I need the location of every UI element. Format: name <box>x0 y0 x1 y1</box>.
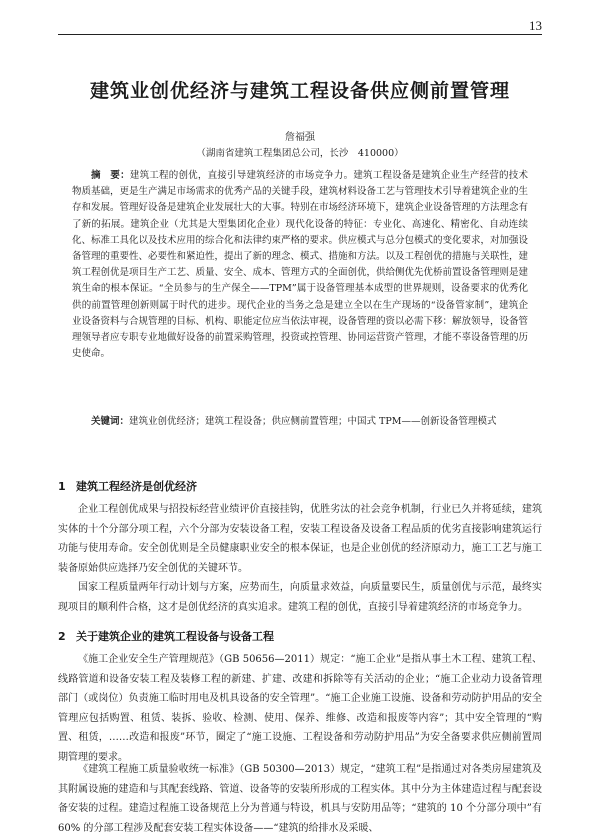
paragraph: 企业工程创优成果与招投标经营业绩评价直接挂钩，优胜劣汰的社会竞争机制，行业已久并将延续，建筑实体的十个分部分项工程，六个分部为安装设备工程，安装工程设备及设备工程品质的优劣直接影响建筑运行功能与使用寿命。安全创优则是全员健康职业安全的根本保证，也是企业创优的经济原动力，施工工艺与施工装备原始供应选择乃安全创优的关键环节。 <box>58 504 542 574</box>
abstract <box>72 168 528 362</box>
paper-title: 建筑业创优经济与建筑工程设备供应侧前置管理 <box>89 80 510 102</box>
author-name: 詹福强 <box>285 132 315 143</box>
keywords <box>72 414 528 430</box>
paragraph: 国家工程质量两年行动计划与方案，应势而生，向质量求效益，向质量要民生，质量创优与示范，最终实现项目的顺利件合格，这才是创优经济的真实追求。建筑工程的创优，直接引导着建筑经济的市场竞争力。 <box>58 582 542 613</box>
paragraph: 《建筑工程施工质量验收统一标准》（GB 50300—2013）规定，“建筑工程”是指通过对各类房屋建筑及其附属设施的建造和与其配套线路、管道、设备等的安装所形成的工程实体。其中分为主体建造过程与配套设备安装的过程。建造过程施工设备规范上分为普通与特设，机具与安防用品等；“建筑的 10 个分部分项中”有 60% 的分部工程涉及配套安装工程实体设备——“建筑的给排水及采暖、 <box>58 764 542 834</box>
page-number: 13 <box>529 18 542 33</box>
author-affiliation: （湖南省建筑工程集团总公司，长沙 410000） <box>196 148 404 159</box>
section-heading <box>58 628 274 644</box>
paragraph: 《施工企业安全生产管理规范》（GB 50656—2011）规定：“施工企业”是指从事土木工程、建筑工程、线路管道和设备安装工程及装修工程的新建、扩建、改建和拆除等有关活动的企业；“施工企业动力设备管理部门（或岗位）负责施工临时用电及机具设备的安全管理”。“施工企业施工设施、设备和劳动防护用品的安全管理应包括购置、租赁、装拆、验收、检测、使用、保养、维修、改造和报废等内容”；其中安全管理的“购置、租赁，……改造和报废”环节，圈定了“施工设施、工程设备和劳动防护用品”为安全备要求供应侧前置周期管理的要求。 <box>58 654 542 763</box>
section-title: 关于建筑企业的建筑工程设备与设备工程 <box>76 630 274 643</box>
section-number: 1 <box>58 480 66 493</box>
keywords-label: 关键词： <box>91 416 130 427</box>
section-number: 2 <box>58 630 66 643</box>
keywords-text: 建筑业创优经济；建筑工程设备；供应侧前置管理；中国式 TPM——创新设备管理模式 <box>129 416 497 427</box>
abstract-text: 建筑工程的创优，直接引导建筑经济的市场竞争力。建筑工程设备是建筑企业生产经营的技术物质基础，更是生产满足市场需求的优秀产品的关键手段，建筑材料设备工艺与管理技术引导着建筑企业的生存和发展。管理好设备是建筑企业发展壮大的大事。特别在市场经济环境下，建筑企业设备管理的方法理念有了新的拓展。建筑企业（尤其是大型集团化企业）现代化设备的特征：专业化、高速化、精密化、自动连续化、标准工具化以及技术应用的综合化和法律约束严格的要求。供应模式与总分包模式的变化要求，对加强设备管理的重要性、必要性和紧迫性，提出了新的理念、模式、措施和方法。以及工程创优的措施与关联性，建筑工程创优是项目生产工艺、质量、安全、成本、管理方式的全面创优，供给侧优先优桥前置设备管理则是建筑生命的根本保证。“全员参与的生产保全——TPM”属于设备管理基本成型的世界规则，设备要求的优秀化供的前置管理创新则属于时代的进步。现代企业的当务之急是建立全以在生产现场的“设备管家制”，建筑企业设备资料与合规管理的目标、机构、职能定位应当依法审视，设备管理的资以必需下移：解放领导，设备管理领导者应专职专业地做好设备的前置采购管理，投资或控管理、协同运营资产管理，才能不辜设备管理的历史使命。 <box>72 170 529 360</box>
header-rule <box>58 34 542 35</box>
abstract-label: 摘 要： <box>91 170 130 181</box>
section-title: 建筑工程经济是创优经济 <box>76 480 197 493</box>
section-heading <box>58 478 197 494</box>
